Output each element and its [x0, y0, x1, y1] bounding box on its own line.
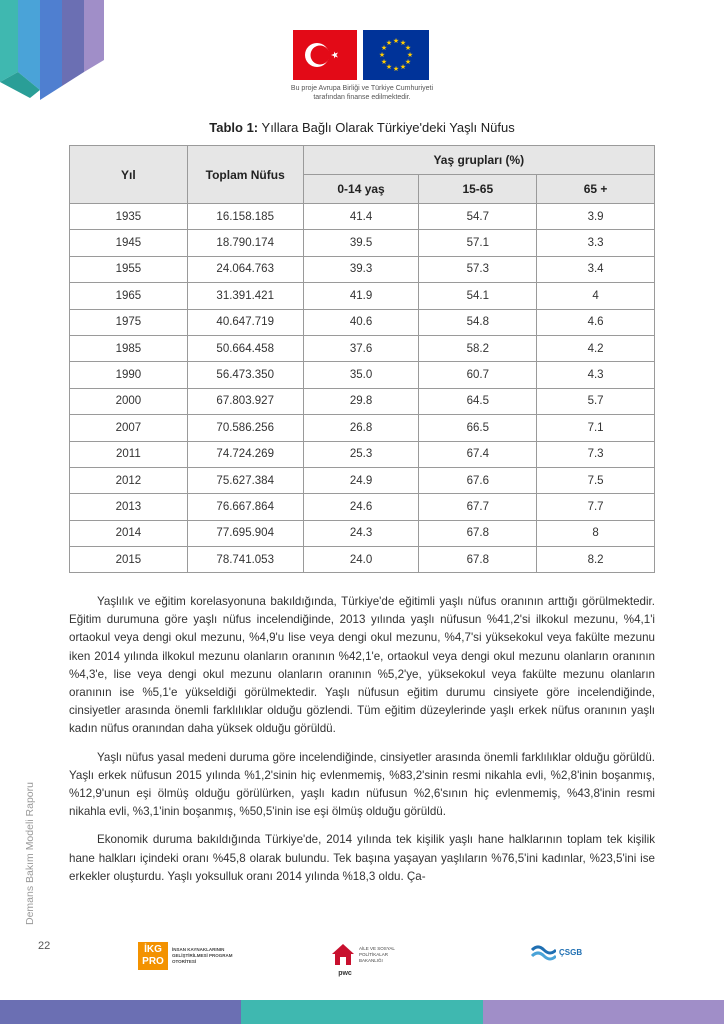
cell-age-0-14: 24.6 [303, 494, 419, 520]
table-row [70, 309, 655, 335]
svg-text:★: ★ [392, 37, 400, 45]
cell-age-0-14: 24.9 [303, 467, 419, 493]
cell-age-0-14: 41.4 [303, 204, 419, 230]
table-title-label: Tablo 1: [209, 120, 259, 135]
cell-age-15-65: 64.5 [419, 388, 537, 414]
svg-text:★: ★ [404, 58, 412, 66]
cell-age-65-plus: 7.5 [537, 467, 655, 493]
svg-text:★: ★ [404, 44, 412, 52]
cell-year: 1985 [70, 335, 188, 361]
csgb-logo-text: ÇSGB [559, 947, 583, 957]
table-row [70, 335, 655, 361]
cell-age-0-14: 40.6 [303, 309, 419, 335]
svg-text:★: ★ [378, 51, 386, 59]
cell-total: 74.724.269 [187, 441, 303, 467]
cell-age-0-14: 24.3 [303, 520, 419, 546]
pwc-logo: pwc [338, 970, 352, 977]
svg-text:★: ★ [380, 58, 388, 66]
paragraph-education: Yaşlılık ve eğitim korelasyonuna bakıldığında, Türkiye'de eğitimli yaşlı nüfus oranının arttığı görülmektedir. Eğitim durumuna göre yaşlı nüfus incelendiğinde, 2013 yılında yaşlı nüfusun %41,2'si ilkokul mezunu, %4,1'i ortaokul veya dengi okul mezunu, %4,9'u lise veya dengi okul mezunu, %4,7'si yüksekokul veya fakülte mezunu iken 2014 yılında ilkokul mezunu olanların oranının %42,1'e, ortaokul veya dengi okul mezunu olanların oranının %4,3'e, lise veya dengi okul mezunu olanların oranının %5,2'ye, yüksekokul veya fakülte mezunu olanların oranının ise %5,1'e yükseldiği görülmektedir. Yaşlı nüfusun eğitim durumu cinsiyete göre incelendiğinde, cinsiyetler arasında önemli farklılıklar olduğu gözlendi. Tüm eğitim düzeylerinde yaşlı erkek nüfus oranının yaşlı kadın nüfus oranından daha yüksek olduğu görüldü. [69, 595, 655, 736]
cell-age-0-14: 26.8 [303, 415, 419, 441]
cell-total: 67.803.927 [187, 388, 303, 414]
funding-note [262, 84, 462, 102]
table-row [70, 547, 655, 573]
cell-year: 1965 [70, 283, 188, 309]
svg-text:★: ★ [385, 39, 393, 47]
cell-age-0-14: 39.5 [303, 230, 419, 256]
table-row [70, 230, 655, 256]
header-age-0-14: 0-14 yaş [303, 175, 419, 204]
table-row [70, 520, 655, 546]
ikg-logo-mark: İKG PRO [138, 942, 168, 970]
cell-age-65-plus: 8 [537, 520, 655, 546]
svg-text:★: ★ [380, 44, 388, 52]
cell-total: 56.473.350 [187, 362, 303, 388]
header-age-15-65: 15-65 [419, 175, 537, 204]
cell-age-0-14: 41.9 [303, 283, 419, 309]
table-row [70, 204, 655, 230]
header-age-65-plus: 65 + [537, 175, 655, 204]
cell-year: 1935 [70, 204, 188, 230]
cell-year: 1990 [70, 362, 188, 388]
cell-age-65-plus: 4.2 [537, 335, 655, 361]
bottom-bar-segment-2 [241, 1000, 482, 1024]
table-row [70, 494, 655, 520]
cell-age-65-plus: 7.3 [537, 441, 655, 467]
cell-total: 18.790.174 [187, 230, 303, 256]
cell-age-65-plus: 3.4 [537, 256, 655, 282]
page-number: 22 [38, 940, 51, 952]
header-total-population: Toplam Nüfus [187, 146, 303, 204]
cell-total: 40.647.719 [187, 309, 303, 335]
table-row [70, 415, 655, 441]
svg-text:★: ★ [399, 39, 407, 47]
cell-total: 70.586.256 [187, 415, 303, 441]
cell-age-15-65: 67.7 [419, 494, 537, 520]
cell-age-65-plus: 3.9 [537, 204, 655, 230]
cell-age-65-plus: 4 [537, 283, 655, 309]
paragraph-marital-status: Yaşlı nüfus yasal medeni duruma göre incelendiğinde, cinsiyetler arasında önemli farklılıklar olduğu görüldü. Yaşlı erkek nüfusun 2015 yılında %1,2'sinin hiç evlenmemiş, %83,2'sinin resmi nikahla evli, %2,8'inin boşanmış, %12,9'unun eşi ölmüş olduğu görülürken, yaşlı kadın nüfusun %2,6'sının hiç evlenmemiş, %43,8'inin resmi nikahla evli, %3,1'inin boşanmış, %50,5'inin ise eşi ölmüş olduğu görüldü. [69, 750, 655, 819]
cell-age-15-65: 54.8 [419, 309, 537, 335]
cell-total: 75.627.384 [187, 467, 303, 493]
cell-total: 78.741.053 [187, 547, 303, 573]
cell-total: 76.667.864 [187, 494, 303, 520]
cell-age-65-plus: 3.3 [537, 230, 655, 256]
table-body [70, 204, 655, 573]
bottom-color-bar [0, 1000, 724, 1024]
cell-age-0-14: 37.6 [303, 335, 419, 361]
cell-year: 2011 [70, 441, 188, 467]
cell-age-15-65: 54.7 [419, 204, 537, 230]
bottom-bar-segment-1 [0, 1000, 241, 1024]
cell-year: 2012 [70, 467, 188, 493]
cell-age-15-65: 54.1 [419, 283, 537, 309]
eu-flag-icon [363, 30, 429, 80]
table-row [70, 283, 655, 309]
turkey-flag-icon [293, 30, 357, 80]
cell-age-0-14: 25.3 [303, 441, 419, 467]
corner-decoration [0, 0, 110, 110]
population-table [69, 145, 655, 573]
side-report-label [20, 745, 42, 925]
cell-total: 24.064.763 [187, 256, 303, 282]
cell-year: 2015 [70, 547, 188, 573]
table-row [70, 256, 655, 282]
cell-age-65-plus: 7.7 [537, 494, 655, 520]
cell-year: 2013 [70, 494, 188, 520]
cell-total: 16.158.185 [187, 204, 303, 230]
csgb-logo [530, 942, 582, 962]
ministry-emblem-icon [330, 942, 356, 968]
csgb-emblem-icon [530, 942, 556, 962]
cell-age-65-plus: 4.6 [537, 309, 655, 335]
svg-text:★: ★ [385, 63, 393, 71]
header-year: Yıl [70, 146, 188, 204]
cell-age-15-65: 67.8 [419, 547, 537, 573]
ikg-logo-text: İNSAN KAYNAKLARININ GELİŞTİRİLMESİ PROGRAM OTORİTESİ [172, 947, 233, 964]
funding-logos [293, 30, 429, 80]
cell-age-15-65: 66.5 [419, 415, 537, 441]
table-row [70, 362, 655, 388]
cell-age-0-14: 39.3 [303, 256, 419, 282]
cell-age-15-65: 57.1 [419, 230, 537, 256]
cell-total: 77.695.904 [187, 520, 303, 546]
funding-line-1: Bu proje Avrupa Birliği ve Türkiye Cumhuriyeti [290, 85, 434, 92]
cell-age-15-65: 60.7 [419, 362, 537, 388]
aile-bakanligi-logo [330, 942, 401, 977]
cell-age-0-14: 35.0 [303, 362, 419, 388]
cell-total: 50.664.458 [187, 335, 303, 361]
cell-age-15-65: 67.4 [419, 441, 537, 467]
cell-year: 1975 [70, 309, 188, 335]
cell-year: 1955 [70, 256, 188, 282]
table-title-text: Yıllara Bağlı Olarak Türkiye'deki Yaşlı Nüfus [258, 120, 515, 135]
cell-age-65-plus: 8.2 [537, 547, 655, 573]
funding-line-2: tarafından finanse edilmektedir. [313, 94, 411, 101]
cell-year: 2014 [70, 520, 188, 546]
cell-age-0-14: 24.0 [303, 547, 419, 573]
cell-year: 1945 [70, 230, 188, 256]
aile-logo-text: AİLE VE SOSYAL POLİTİKALAR BAKANLIĞI [359, 946, 395, 963]
cell-age-15-65: 67.8 [419, 520, 537, 546]
cell-age-65-plus: 4.3 [537, 362, 655, 388]
cell-total: 31.391.421 [187, 283, 303, 309]
svg-text:★: ★ [392, 65, 400, 73]
body-text [69, 593, 655, 896]
cell-age-15-65: 67.6 [419, 467, 537, 493]
cell-age-15-65: 58.2 [419, 335, 537, 361]
report-name: Demans Bakım Modeli Raporu [24, 782, 36, 925]
cell-year: 2007 [70, 415, 188, 441]
table-row [70, 467, 655, 493]
cell-age-65-plus: 7.1 [537, 415, 655, 441]
cell-age-65-plus: 5.7 [537, 388, 655, 414]
paragraph-economic: Ekonomik duruma bakıldığında Türkiye'de, 2014 yılında tek kişilik yaşlı hane halklarının toplam tek kişilik hane halkları içindeki oranı %45,8 olarak bulundu. Tek başına yaşayan yaşlıların %76,5'ini kadınlar, %23,5'ini ise erkekler oluşturdu. Yaşlı yoksulluk oranı 2014 yılında %18,3 oldu. Ça- [69, 833, 655, 883]
table-row [70, 441, 655, 467]
table-title [0, 120, 724, 135]
ikg-logo [138, 942, 236, 970]
cell-age-0-14: 29.8 [303, 388, 419, 414]
cell-age-15-65: 57.3 [419, 256, 537, 282]
svg-text:★: ★ [399, 63, 407, 71]
svg-text:★: ★ [406, 51, 414, 59]
table-row [70, 388, 655, 414]
header-age-groups: Yaş grupları (%) [303, 146, 654, 175]
bottom-bar-segment-3 [483, 1000, 724, 1024]
cell-year: 2000 [70, 388, 188, 414]
